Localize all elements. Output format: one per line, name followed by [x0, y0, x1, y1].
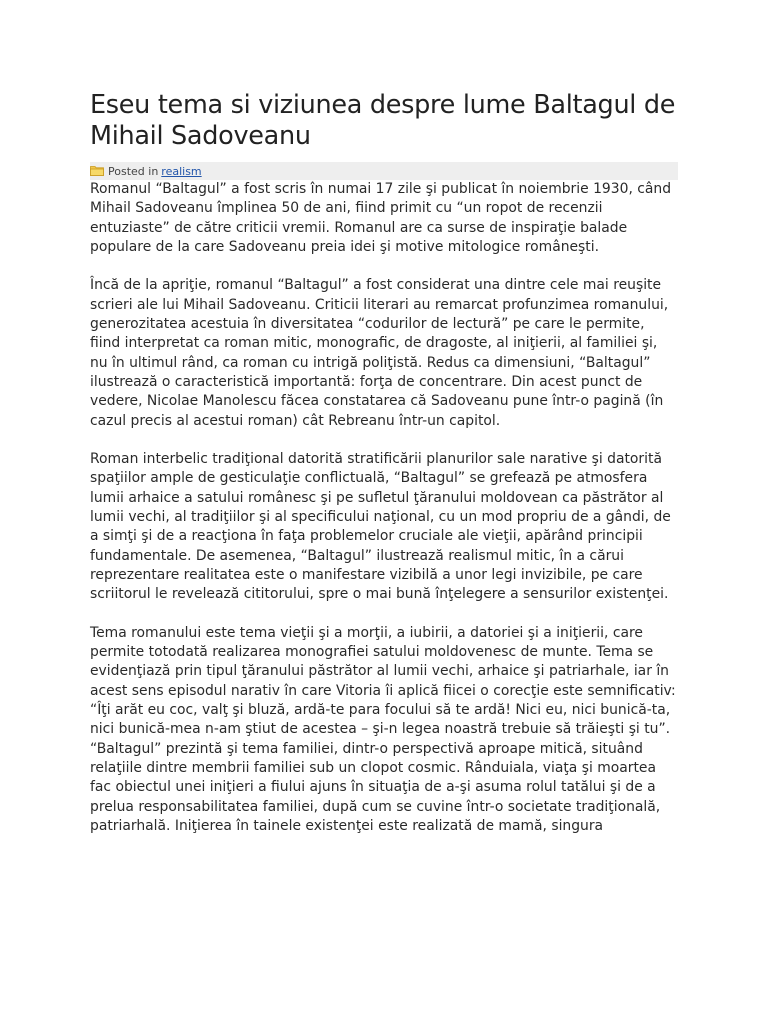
article-paragraph-1: Romanul “Baltagul” a fost scris în numai 17 zile şi publicat în noiembrie 1930, când Mihail Sadoveanu împlinea 50 de ani, fiind primit cu “un ropot de recenzii entuziaste” de către criticii vremii. Romanul are ca surse de inspiraţie balade populare de la care Sadoveanu preia idei şi motive mitologice româneşti.	[90, 181, 672, 255]
article-paragraph-4: Tema romanului este tema vieţii şi a morţii, a iubirii, a datoriei şi a iniţierii, care permite totodată realizarea monografiei satului moldovenesc de munte. Tema se evidenţiază prin tipul ţăranului păstrător al lumii vechi, arhaice şi patriarhale, iar în acest sens episodul narativ în care Vitoria îi aplică fiicei o corecţie este semnificativ: “Îţi arăt eu coc, valţ şi bluză, ardă-te para focului să te ardă! Nici eu, nici bunică-ta, nici bunică-mea n-am ştiut de acestea – şi-n legea noastră trebuie să trăieşti şi tu”. “Baltagul” prezintă şi tema familiei, dintr-o perspectivă aproape mitică, situând relaţiile dintre membrii familiei sub un clopot cosmic. Rânduiala, viaţa şi moartea fac obiectul unei iniţieri a fiului ajuns în situaţia de a-şi asuma rolul tatălui şi de a prelua responsabilitatea familiei, după cum se cuvine într-o societate tradiţională, patriarhală. Iniţierea în tainele existenţei este realizată de mamă, singura	[90, 624, 676, 834]
article-title: Eseu tema si viziunea despre lume Baltagul de Mihail Sadoveanu	[90, 90, 676, 151]
category-link[interactable]: realism	[161, 164, 202, 178]
article-container	[90, 90, 678, 855]
post-meta-bar	[90, 162, 678, 180]
folder-icon	[90, 165, 104, 176]
article-paragraph-2: Încă de la apriţie, romanul “Baltagul” a fost considerat una dintre cele mai reuşite scrieri ale lui Mihail Sadoveanu. Criticii literari au remarcat profunzimea romanului, generozitatea acestuia în diversitatea “codurilor de lectură” pe care le permite, fiind interpretat ca roman mitic, monografic, de dragoste, al iniţierii, al familiei şi, nu în ultimul rând, ca roman cu intrigă poliţistă. Redus ca dimensiuni, “Baltagul” ilustrează o caracteristică importantă: forţa de concentrare. Din acest punct de vedere, Nicolae Manolescu făcea constatarea că Sadoveanu pune într-o pagină (în cazul precis al acestui roman) cât Rebreanu într-un capitol.	[90, 277, 669, 429]
posted-in-label: Posted in	[108, 164, 159, 178]
article-body	[90, 180, 678, 836]
article-paragraph-3: Roman interbelic tradiţional datorită stratificării planurilor sale narative şi datorită spaţiilor ample de gesticulaţie conflictuală, “Baltagul” se grefează pe atmosfera lumii arhaice a satului românesc şi pe sufletul ţăranului moldovean ca păstrător al lumii vechi, al tradiţiilor şi al specificului naţional, cu un mod propriu de a gândi, de a simţi şi de a reacţiona în faţa problemelor cruciale ale vieţii, apărând principii fundamentale. De asemenea, “Baltagul” ilustrează realismul mitic, în a cărui reprezentare realitatea este o manifestare vizibilă a unor legi invizibile, pe care scriitorul le revelează cititorului, spre o mai bună înţelegere a sensurilor existenţei.	[90, 451, 671, 603]
